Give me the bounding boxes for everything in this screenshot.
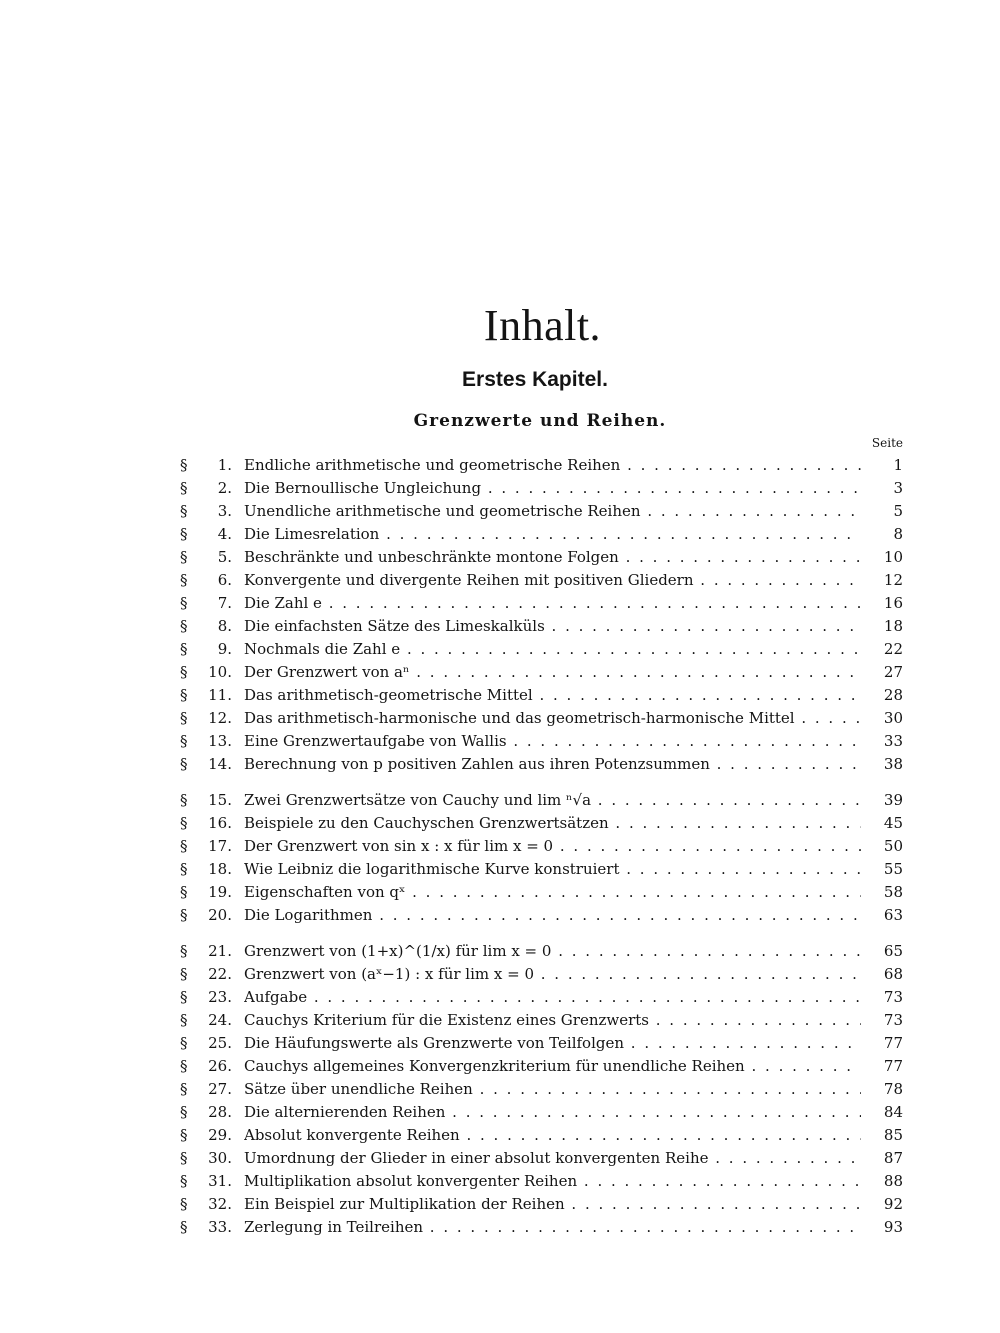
page-number: 84 xyxy=(883,1103,903,1121)
page-number: 39 xyxy=(883,791,903,809)
section-title: Der Grenzwert von sin x : x für lim x = 0 . . . xyxy=(244,835,861,858)
section-sign: § xyxy=(180,548,188,566)
section-number: 27. xyxy=(208,1080,232,1098)
section-number: 20. xyxy=(208,906,232,924)
toc-entry xyxy=(180,569,903,592)
section-number: 17. xyxy=(208,837,232,855)
page-number: 85 xyxy=(883,1126,903,1144)
section-title: Endliche arithmetische und geometrische Reihen . . . xyxy=(244,454,861,477)
section-number: 24. xyxy=(208,1011,232,1029)
page-number: 3 xyxy=(893,479,903,497)
toc-entry xyxy=(180,523,903,546)
section-sign: § xyxy=(180,1149,188,1167)
page-number: 58 xyxy=(883,883,903,901)
section-number: 18. xyxy=(208,860,232,878)
section-title: Berechnung von p positiven Zahlen aus ihren Potenzsummen . . . xyxy=(244,753,861,776)
page-number: 45 xyxy=(883,814,903,832)
section-number: 5. xyxy=(217,548,232,566)
page-number: 10 xyxy=(883,548,903,566)
toc-entry xyxy=(180,881,903,904)
toc-entry xyxy=(180,963,903,986)
section-sign: § xyxy=(180,837,188,855)
toc-entry xyxy=(180,1101,903,1124)
page-number: 28 xyxy=(883,686,903,704)
section-sign: § xyxy=(180,1195,188,1213)
section-number: 31. xyxy=(208,1172,232,1190)
page-number: 50 xyxy=(883,837,903,855)
section-sign: § xyxy=(180,640,188,658)
section-title: Die Bernoullische Ungleichung . . . xyxy=(244,477,861,500)
toc-entry xyxy=(180,1170,903,1193)
section-number: 3. xyxy=(217,502,232,520)
section-sign: § xyxy=(180,663,188,681)
page-number: 30 xyxy=(883,709,903,727)
toc-entry xyxy=(180,661,903,684)
section-number: 22. xyxy=(208,965,232,983)
page-number: 88 xyxy=(883,1172,903,1190)
toc-entry xyxy=(180,1032,903,1055)
section-title: Grenzwert von (1+x)^(1/x) für lim x = 0 . . . xyxy=(244,940,861,963)
page-column-label: Seite xyxy=(871,436,903,450)
section-number: 12. xyxy=(208,709,232,727)
section-sign: § xyxy=(180,988,188,1006)
section-title: Zwei Grenzwertsätze von Cauchy und lim ⁿ√a . . . xyxy=(244,789,861,812)
toc-entry xyxy=(180,858,903,881)
toc-entry xyxy=(180,1009,903,1032)
section-title: Eigenschaften von qˣ . . . xyxy=(244,881,861,904)
table-of-contents xyxy=(180,454,903,1239)
page-title: Inhalt. xyxy=(483,301,602,350)
toc-entry xyxy=(180,454,903,477)
toc-entry xyxy=(180,1078,903,1101)
section-number: 29. xyxy=(208,1126,232,1144)
section-sign: § xyxy=(180,456,188,474)
section-sign: § xyxy=(180,1126,188,1144)
toc-entry xyxy=(180,753,903,776)
section-sign: § xyxy=(180,1080,188,1098)
section-title: Die Limesrelation . . . xyxy=(244,523,861,546)
section-title: Das arithmetisch-geometrische Mittel . . . xyxy=(244,684,861,707)
section-sign: § xyxy=(180,942,188,960)
section-title: Wie Leibniz die logarithmische Kurve konstruiert . . . xyxy=(244,858,861,881)
section-title: Die alternierenden Reihen . . . xyxy=(244,1101,861,1124)
toc-entry xyxy=(180,638,903,661)
section-sign: § xyxy=(180,965,188,983)
toc-entry xyxy=(180,1124,903,1147)
section-number: 33. xyxy=(208,1218,232,1236)
section-sign: § xyxy=(180,479,188,497)
section-number: 13. xyxy=(208,732,232,750)
section-number: 19. xyxy=(208,883,232,901)
page-number: 93 xyxy=(883,1218,903,1236)
toc-entry xyxy=(180,477,903,500)
section-number: 9. xyxy=(217,640,232,658)
toc-entry xyxy=(180,1147,903,1170)
section-title: Sätze über unendliche Reihen . . . xyxy=(244,1078,861,1101)
toc-entry xyxy=(180,835,903,858)
chapter-subtitle: Grenzwerte und Reihen. xyxy=(413,411,667,431)
section-title: Die einfachsten Sätze des Limeskalküls . . . xyxy=(244,615,861,638)
page-number: 63 xyxy=(883,906,903,924)
chapter-heading: Erstes Kapitel. xyxy=(462,368,608,391)
section-sign: § xyxy=(180,594,188,612)
section-number: 26. xyxy=(208,1057,232,1075)
page-number: 87 xyxy=(883,1149,903,1167)
toc-entry xyxy=(180,500,903,523)
toc-entry xyxy=(180,707,903,730)
toc-entry xyxy=(180,789,903,812)
section-title: Ein Beispiel zur Multiplikation der Reihen . . . xyxy=(244,1193,861,1216)
section-number: 23. xyxy=(208,988,232,1006)
section-number: 21. xyxy=(208,942,232,960)
section-title: Umordnung der Glieder in einer absolut konvergenten Reihe . . . xyxy=(244,1147,861,1170)
section-number: 28. xyxy=(208,1103,232,1121)
section-title: Multiplikation absolut konvergenter Reihen . . . xyxy=(244,1170,861,1193)
section-sign: § xyxy=(180,525,188,543)
section-number: 25. xyxy=(208,1034,232,1052)
toc-entry xyxy=(180,812,903,835)
section-number: 2. xyxy=(217,479,232,497)
toc-entry xyxy=(180,904,903,927)
section-number: 7. xyxy=(217,594,232,612)
section-title: Zerlegung in Teilreihen . . . xyxy=(244,1216,861,1239)
page-number: 27 xyxy=(883,663,903,681)
section-sign: § xyxy=(180,617,188,635)
page-number: 68 xyxy=(883,965,903,983)
section-title: Eine Grenzwertaufgabe von Wallis . . . xyxy=(244,730,861,753)
section-sign: § xyxy=(180,1057,188,1075)
toc-entry xyxy=(180,1193,903,1216)
page-number: 16 xyxy=(883,594,903,612)
page-number: 12 xyxy=(883,571,903,589)
section-title: Beispiele zu den Cauchyschen Grenzwertsätzen . . . xyxy=(244,812,861,835)
page-number: 8 xyxy=(893,525,903,543)
page-number: 78 xyxy=(883,1080,903,1098)
section-sign: § xyxy=(180,709,188,727)
section-number: 15. xyxy=(208,791,232,809)
page-number: 77 xyxy=(883,1034,903,1052)
section-title: Nochmals die Zahl e . . . xyxy=(244,638,861,661)
toc-entry xyxy=(180,546,903,569)
section-number: 11. xyxy=(208,686,232,704)
section-title: Das arithmetisch-harmonische und das geometrisch-harmonische Mittel . . . xyxy=(244,707,861,730)
section-title: Die Zahl e . . . xyxy=(244,592,861,615)
section-sign: § xyxy=(180,732,188,750)
toc-entry xyxy=(180,730,903,753)
section-title: Aufgabe . . . xyxy=(244,986,861,1009)
section-number: 32. xyxy=(208,1195,232,1213)
section-number: 4. xyxy=(217,525,232,543)
toc-entry xyxy=(180,615,903,638)
section-title: Die Häufungswerte als Grenzwerte von Teilfolgen . . . xyxy=(244,1032,861,1055)
page-number: 73 xyxy=(883,1011,903,1029)
section-title: Die Logarithmen . . . xyxy=(244,904,861,927)
section-title: Absolut konvergente Reihen . . . xyxy=(244,1124,861,1147)
section-sign: § xyxy=(180,571,188,589)
section-number: 30. xyxy=(208,1149,232,1167)
section-sign: § xyxy=(180,1011,188,1029)
page-number: 18 xyxy=(883,617,903,635)
toc-entry xyxy=(180,592,903,615)
section-number: 8. xyxy=(217,617,232,635)
page-number: 92 xyxy=(883,1195,903,1213)
section-title: Cauchys allgemeines Konvergenzkriterium für unendliche Reihen . . . xyxy=(244,1055,861,1078)
section-number: 16. xyxy=(208,814,232,832)
section-title: Beschränkte und unbeschränkte montone Folgen . . . xyxy=(244,546,861,569)
page-number: 33 xyxy=(883,732,903,750)
section-sign: § xyxy=(180,883,188,901)
section-number: 14. xyxy=(208,755,232,773)
section-sign: § xyxy=(180,1218,188,1236)
section-title: Cauchys Kriterium für die Existenz eines Grenzwerts . . . xyxy=(244,1009,861,1032)
page-number: 38 xyxy=(883,755,903,773)
section-number: 6. xyxy=(217,571,232,589)
section-number: 1. xyxy=(217,456,232,474)
toc-entry xyxy=(180,1216,903,1239)
section-sign: § xyxy=(180,502,188,520)
section-sign: § xyxy=(180,755,188,773)
page-number: 55 xyxy=(883,860,903,878)
toc-entry xyxy=(180,684,903,707)
section-title: Der Grenzwert von aⁿ . . . xyxy=(244,661,861,684)
section-sign: § xyxy=(180,814,188,832)
section-sign: § xyxy=(180,1103,188,1121)
section-title: Unendliche arithmetische und geometrische Reihen . . . xyxy=(244,500,861,523)
page-number: 1 xyxy=(893,456,903,474)
page-number: 73 xyxy=(883,988,903,1006)
page-number: 65 xyxy=(883,942,903,960)
toc-entry xyxy=(180,940,903,963)
toc-entry xyxy=(180,1055,903,1078)
toc-entry xyxy=(180,986,903,1009)
section-title: Grenzwert von (aˣ−1) : x für lim x = 0 . . . xyxy=(244,963,861,986)
section-sign: § xyxy=(180,791,188,809)
section-sign: § xyxy=(180,1034,188,1052)
section-sign: § xyxy=(180,860,188,878)
page-number: 77 xyxy=(883,1057,903,1075)
page-number: 5 xyxy=(893,502,903,520)
section-title: Konvergente und divergente Reihen mit positiven Gliedern . . . xyxy=(244,569,861,592)
section-sign: § xyxy=(180,906,188,924)
page-number: 22 xyxy=(883,640,903,658)
section-number: 10. xyxy=(208,663,232,681)
section-sign: § xyxy=(180,1172,188,1190)
section-sign: § xyxy=(180,686,188,704)
